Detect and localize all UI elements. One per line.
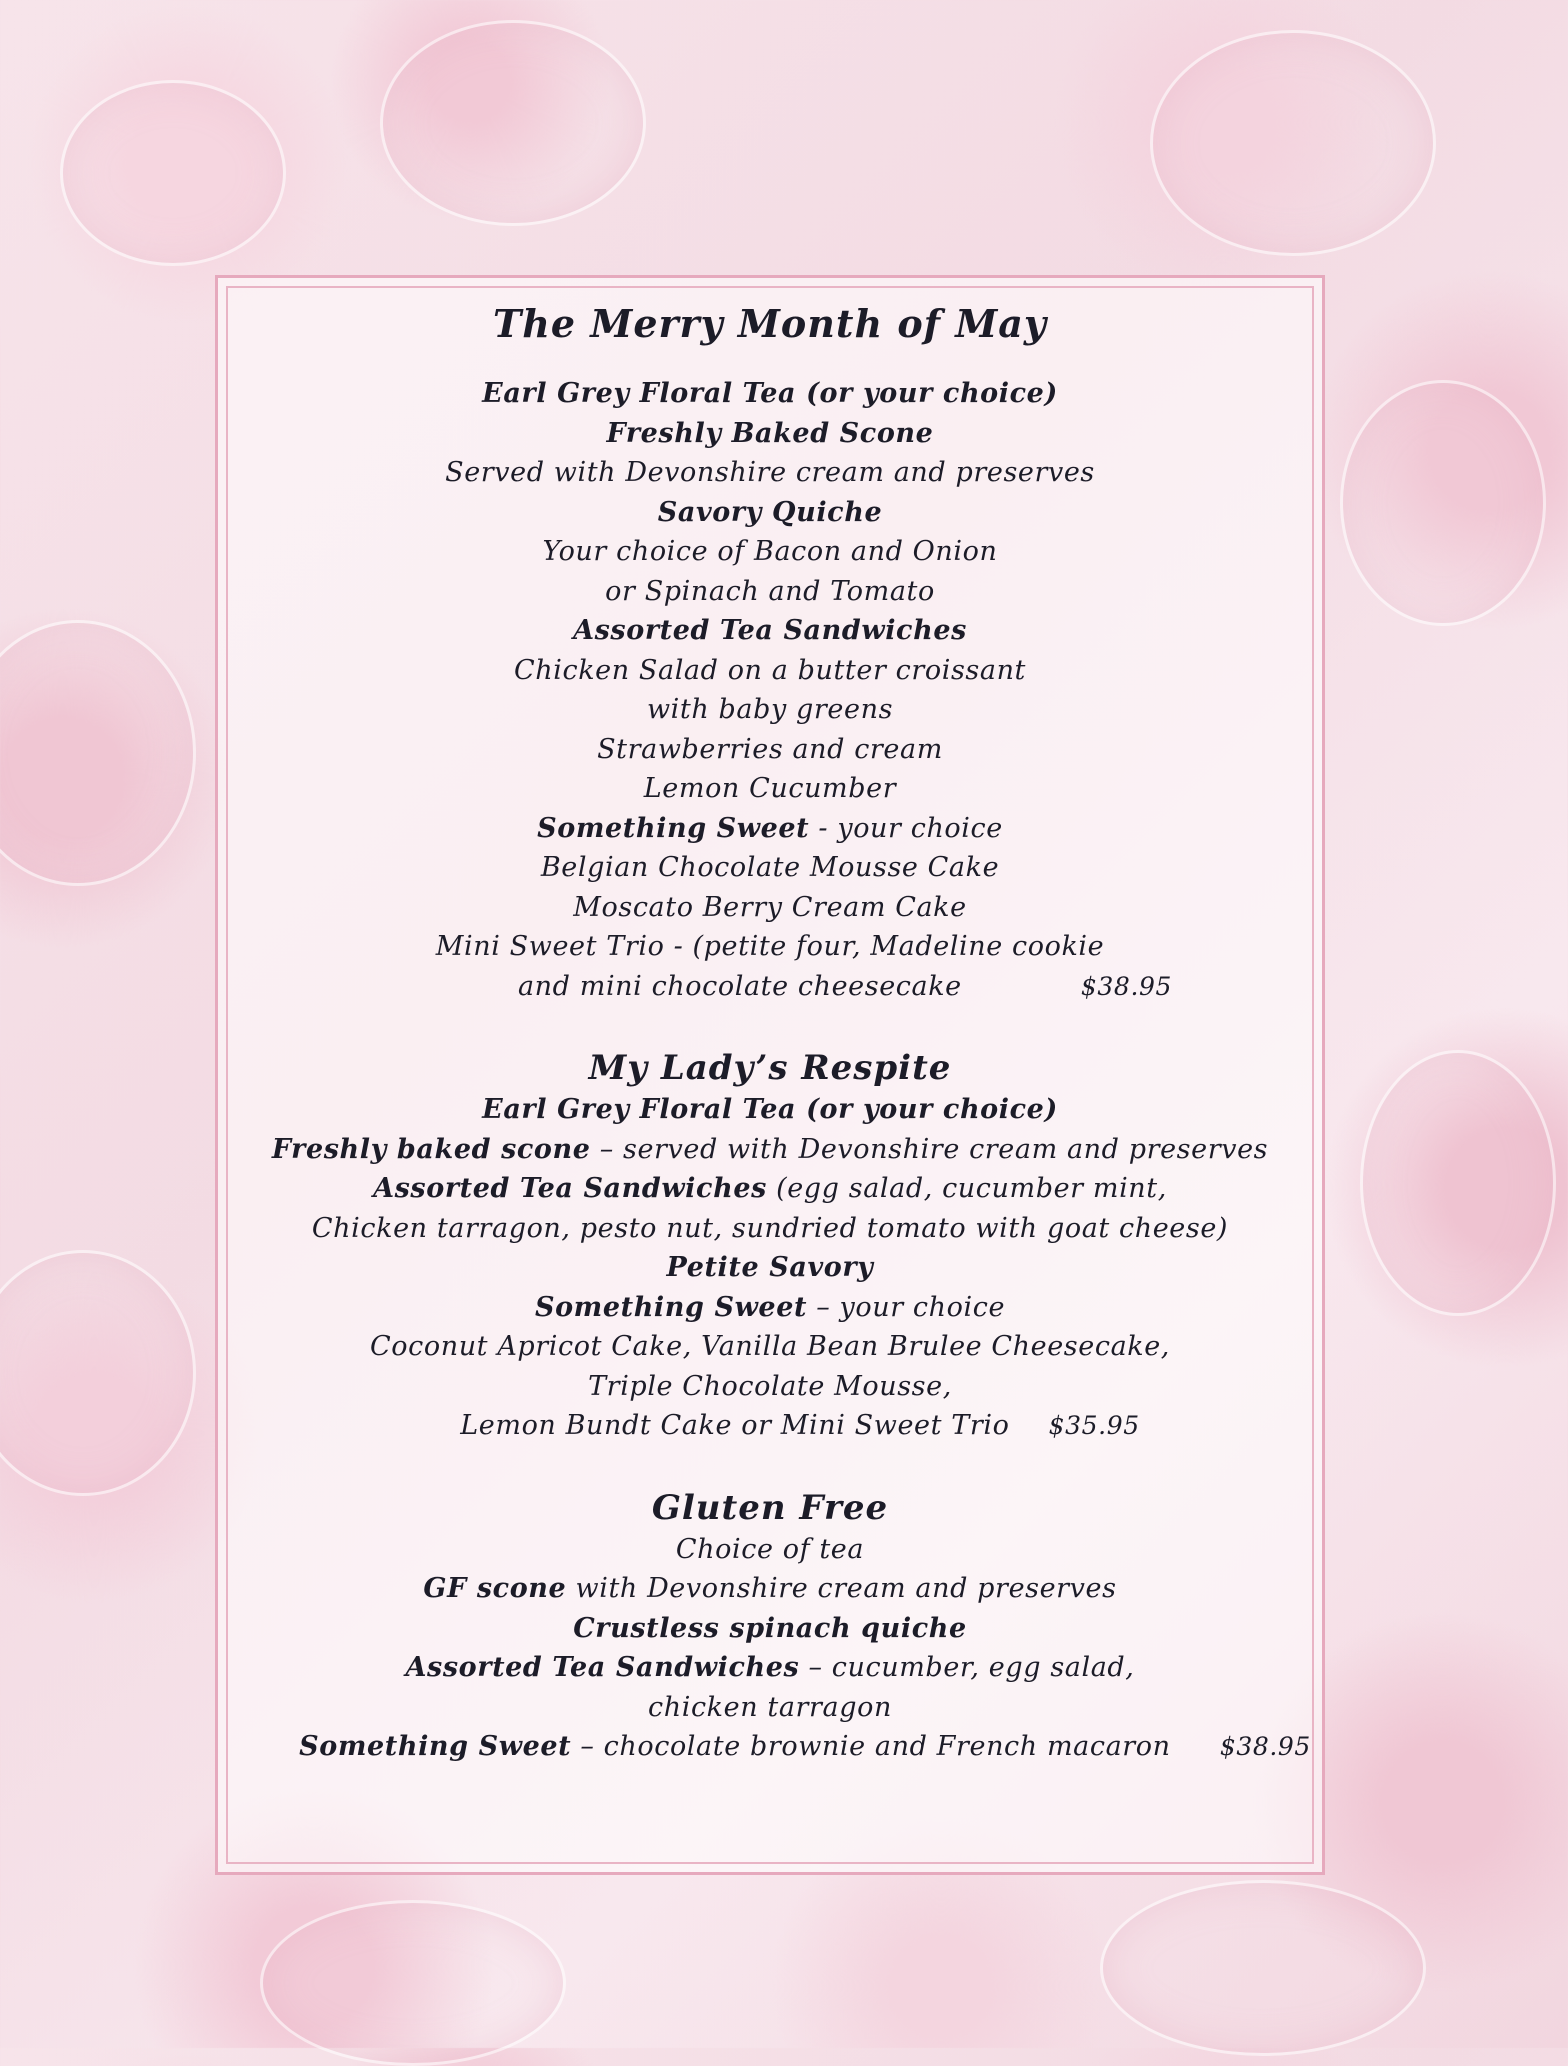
rose-decoration xyxy=(0,1250,196,1496)
sandwich-description: with baby greens xyxy=(646,694,894,725)
sweet-description-with-price xyxy=(218,1406,1322,1446)
sweet-suffix: - your choice xyxy=(809,812,1003,844)
tea-item: Earl Grey Floral Tea (or your choice) xyxy=(482,1094,1058,1125)
section-title: My Lady’s Respite xyxy=(588,1048,952,1088)
rose-decoration xyxy=(1340,380,1546,626)
savory-item: Petite Savory xyxy=(666,1252,874,1283)
tea-item: Earl Grey Floral Tea (or your choice) xyxy=(482,378,1058,409)
sandwiches-description: – cucumber, egg salad, xyxy=(799,1652,1135,1683)
menu-section-gluten-free xyxy=(218,1486,1322,1767)
sandwiches-description: chicken tarragon xyxy=(648,1691,892,1723)
tea-item: Choice of tea xyxy=(675,1533,865,1565)
sweet-description: Moscato Berry Cream Cake xyxy=(573,891,967,923)
sweet-description: and mini chocolate cheesecake xyxy=(517,970,962,1002)
sandwich-description: Lemon Cucumber xyxy=(643,773,897,804)
sandwich-description: Strawberries and cream xyxy=(597,733,943,765)
rose-decoration xyxy=(260,1900,566,2066)
price: $35.95 xyxy=(1048,1411,1140,1440)
scone-item xyxy=(218,1130,1322,1170)
sandwiches-description: (egg salad, cucumber mint, xyxy=(766,1173,1167,1204)
scone-description: Served with Devonshire cream and preserves xyxy=(445,457,1095,488)
menu-section-ladys-respite xyxy=(218,1046,1322,1446)
menu-content xyxy=(218,296,1322,1767)
sweet-description: Mini Sweet Trio - (petite four, Madeline cookie xyxy=(435,931,1105,962)
sweet-label: Something Sweet xyxy=(299,1731,572,1762)
scone-label: Freshly baked scone xyxy=(271,1133,591,1165)
rose-decoration xyxy=(1150,30,1436,256)
sandwiches-item: Assorted Tea Sandwiches xyxy=(573,615,967,646)
price: $38.95 xyxy=(1080,971,1172,1001)
sweet-description: Lemon Bundt Cake or Mini Sweet Trio xyxy=(460,1410,1010,1441)
rose-decoration xyxy=(60,80,286,266)
rose-decoration xyxy=(380,20,646,226)
sandwiches-description: Chicken tarragon, pesto nut, sundried tomato with goat cheese) xyxy=(311,1212,1229,1244)
sweet-label: Something Sweet xyxy=(537,812,810,844)
sandwiches-label: Assorted Tea Sandwiches xyxy=(373,1173,767,1204)
quiche-item: Crustless spinach quiche xyxy=(573,1612,967,1644)
menu-section-merry-month xyxy=(218,296,1322,1006)
scone-label: GF scone xyxy=(423,1573,567,1604)
quiche-item: Savory Quiche xyxy=(657,496,883,528)
quiche-description: or Spinach and Tomato xyxy=(605,575,935,607)
sandwiches-item xyxy=(218,1648,1322,1688)
quiche-description: Your choice of Bacon and Onion xyxy=(542,536,998,567)
scone-item: Freshly Baked Scone xyxy=(606,417,934,449)
sandwich-description: Chicken Salad on a butter croissant xyxy=(513,654,1027,686)
section-title: Gluten Free xyxy=(651,1487,889,1528)
sweet-description: Coconut Apricot Cake, Vanilla Bean Brulee Cheesecake, xyxy=(370,1331,1170,1362)
scone-description: with Devonshire cream and preserves xyxy=(566,1573,1117,1604)
sweet-item xyxy=(218,809,1322,849)
section-title: The Merry Month of May xyxy=(492,301,1048,346)
sweet-description: – chocolate brownie and French macaron xyxy=(571,1731,1171,1762)
sweet-description-with-price xyxy=(218,967,1322,1007)
sweet-item xyxy=(218,1288,1322,1328)
sweet-item-with-price xyxy=(218,1727,1322,1767)
sweet-label: Something Sweet xyxy=(534,1291,808,1323)
rose-decoration xyxy=(0,620,196,886)
sandwiches-label: Assorted Tea Sandwiches xyxy=(405,1652,800,1683)
scone-description: – served with Devonshire cream and preserves xyxy=(590,1133,1269,1165)
menu-card xyxy=(215,275,1325,1875)
sweet-suffix: – your choice xyxy=(807,1291,1006,1323)
sandwiches-item xyxy=(218,1169,1322,1209)
sweet-description: Triple Chocolate Mousse, xyxy=(588,1370,952,1402)
sweet-description: Belgian Chocolate Mousse Cake xyxy=(540,852,1000,883)
rose-decoration xyxy=(1360,1050,1556,1316)
price: $38.95 xyxy=(1219,1732,1311,1761)
scone-item xyxy=(218,1569,1322,1609)
rose-decoration xyxy=(1100,1880,1426,2056)
